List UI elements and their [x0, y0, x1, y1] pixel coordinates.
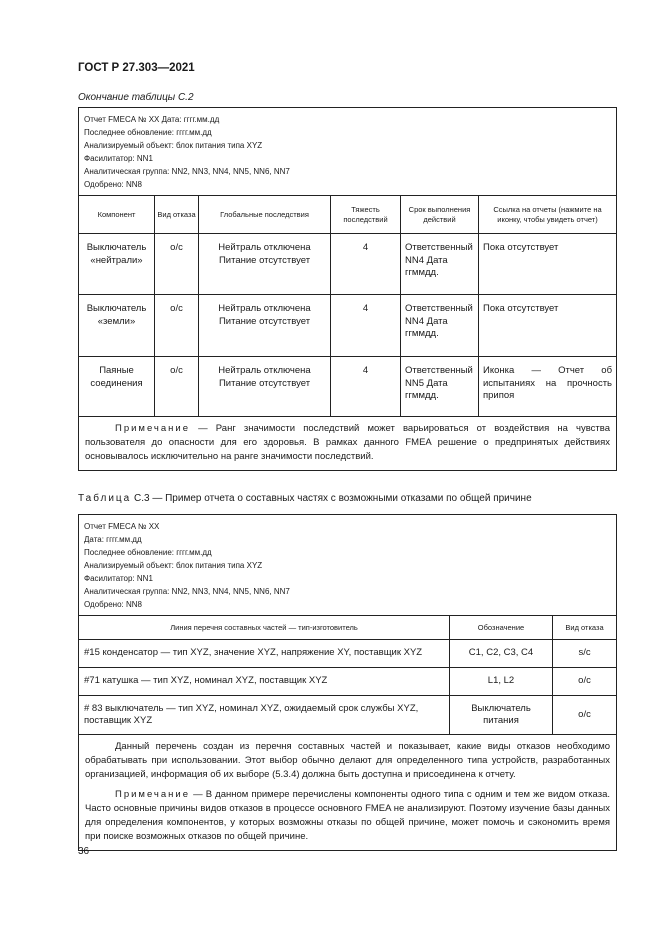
deadline-cell: Ответственный NN5 Дата ггммдд.	[401, 357, 479, 417]
column-header: Ссылка на отчеты (нажмите на иконку, чтобы увидеть отчет)	[479, 196, 617, 234]
severity-cell: 4	[331, 357, 401, 417]
report-link-cell: Пока отсутствует	[479, 234, 617, 295]
table-c2-end	[78, 107, 617, 471]
note-label: Примечание	[115, 423, 190, 434]
column-header: Срок выполнения действий	[401, 196, 479, 234]
deadline-cell: Ответственный NN4 Дата ггммдд.	[401, 295, 479, 357]
column-header: Вид отказа	[553, 616, 617, 640]
report-link-cell: Иконка — Отчет об испытаниях на прочность припоя	[479, 357, 617, 417]
report-info	[79, 108, 617, 196]
part-line-cell: #15 конденсатор — тип XYZ, значение XYZ, напряжение XY, поставщик XYZ	[79, 640, 450, 668]
table-row	[79, 234, 617, 295]
part-line-cell: #71 катушка — тип XYZ, номинал XYZ, поставщик XYZ	[79, 668, 450, 696]
table-row	[79, 696, 617, 735]
failure-mode-cell: о/с	[553, 668, 617, 696]
failure-mode-cell: s/c	[553, 640, 617, 668]
deadline-cell: Ответственный NN4 Дата ггммдд.	[401, 234, 479, 295]
failure-mode-cell: о/с	[155, 357, 199, 417]
info-line: Анализируемый объект: блок питания типа XYZ	[84, 141, 263, 150]
table-c3	[78, 514, 617, 851]
caption-text: С.3 — Пример отчета о составных частях с возможными отказами по общей причине	[131, 493, 532, 504]
designation-cell: L1, L2	[450, 668, 553, 696]
table-c3-caption	[78, 493, 532, 504]
info-line: Последнее обновление: гггг.мм.дд	[84, 128, 212, 137]
designation-cell: Выключатель питания	[450, 696, 553, 735]
note-text: — Ранг значимости последствий может варьироваться от воздействия на чувства пользователя до опасности для его здоровья. В рамках данного FMEA решение о предпринятых действиях основывалось исключительно на ранге значимости последствий.	[85, 423, 611, 462]
failure-mode-cell: о/с	[155, 295, 199, 357]
info-line: Отчет FMECA № XX Дата: гггг.мм.дд	[84, 115, 220, 124]
table-c2-continuation-caption: Окончание таблицы С.2	[78, 92, 194, 103]
column-header-row	[79, 196, 617, 234]
component-cell: Выключатель «земли»	[79, 295, 155, 357]
column-header: Глобальные последствия	[199, 196, 331, 234]
effects-cell: Нейтраль отключена Питание отсутствует	[199, 357, 331, 417]
info-line: Фасилитатор: NN1	[84, 154, 153, 163]
component-cell: Паяные соединения	[79, 357, 155, 417]
column-header: Вид отказа	[155, 196, 199, 234]
component-cell: Выключатель «нейтрали»	[79, 234, 155, 295]
column-header: Обозначение	[450, 616, 553, 640]
column-header: Компонент	[79, 196, 155, 234]
effects-cell: Нейтраль отключена Питание отсутствует	[199, 295, 331, 357]
info-line: Последнее обновление: гггг.мм.дд	[84, 548, 212, 557]
effects-cell: Нейтраль отключена Питание отсутствует	[199, 234, 331, 295]
document-header: ГОСТ Р 27.303—2021	[78, 62, 195, 74]
designation-cell: C1, C2, C3, C4	[450, 640, 553, 668]
report-link-cell: Пока отсутствует	[479, 295, 617, 357]
note-text: — В данном примере перечислены компоненты одного типа с одним и тем же видом отказа. Часто основные причины видов отказов в процессе основного FMEA не анализируют. Поэтому изучение базы данных для определения компонентов, у которых возможны отказы по общей причине, может помочь и сэкономить время при поиске возможных отказов по общей причине.	[85, 789, 611, 842]
info-line: Аналитическая группа: NN2, NN3, NN4, NN5, NN6, NN7	[84, 167, 290, 176]
table-row	[79, 357, 617, 417]
report-info-row	[79, 108, 617, 196]
page-number: 36	[78, 846, 90, 857]
note-row	[79, 735, 617, 851]
severity-cell: 4	[331, 234, 401, 295]
paragraph: Данный перечень создан из перечня составных частей и показывает, какие виды отказов необходимо обрабатывать при использовании. Этот выбор обычно делают для определенного типа устройств, разработанных организацией, информация об их выборе (5.3.4) должна быть доступна и присоединена к отчету.	[85, 741, 611, 780]
part-line-cell: # 83 выключатель — тип XYZ, номинал XYZ, ожидаемый срок службы XYZ, поставщик XYZ	[79, 696, 450, 735]
table-note	[79, 417, 617, 471]
info-line: Одобрено: NN8	[84, 180, 142, 189]
info-line: Аналитическая группа: NN2, NN3, NN4, NN5, NN6, NN7	[84, 587, 290, 596]
table-note	[79, 735, 617, 851]
info-line: Анализируемый объект: блок питания типа XYZ	[84, 561, 263, 570]
caption-label: Таблица	[78, 493, 132, 504]
report-info	[79, 515, 617, 616]
table-row	[79, 295, 617, 357]
note-label: Примечание	[115, 789, 190, 800]
report-info-row	[79, 515, 617, 616]
info-line: Отчет FMECA № XX	[84, 522, 160, 531]
info-line: Дата: гггг.мм.дд	[84, 535, 142, 544]
column-header-row	[79, 616, 617, 640]
info-line: Одобрено: NN8	[84, 600, 142, 609]
severity-cell: 4	[331, 295, 401, 357]
failure-mode-cell: о/с	[553, 696, 617, 735]
note-row	[79, 417, 617, 471]
table-row	[79, 668, 617, 696]
failure-mode-cell: о/с	[155, 234, 199, 295]
info-line: Фасилитатор: NN1	[84, 574, 153, 583]
column-header: Линия перечня составных частей — тип-изготовитель	[79, 616, 450, 640]
column-header: Тяжесть последствий	[331, 196, 401, 234]
table-row	[79, 640, 617, 668]
